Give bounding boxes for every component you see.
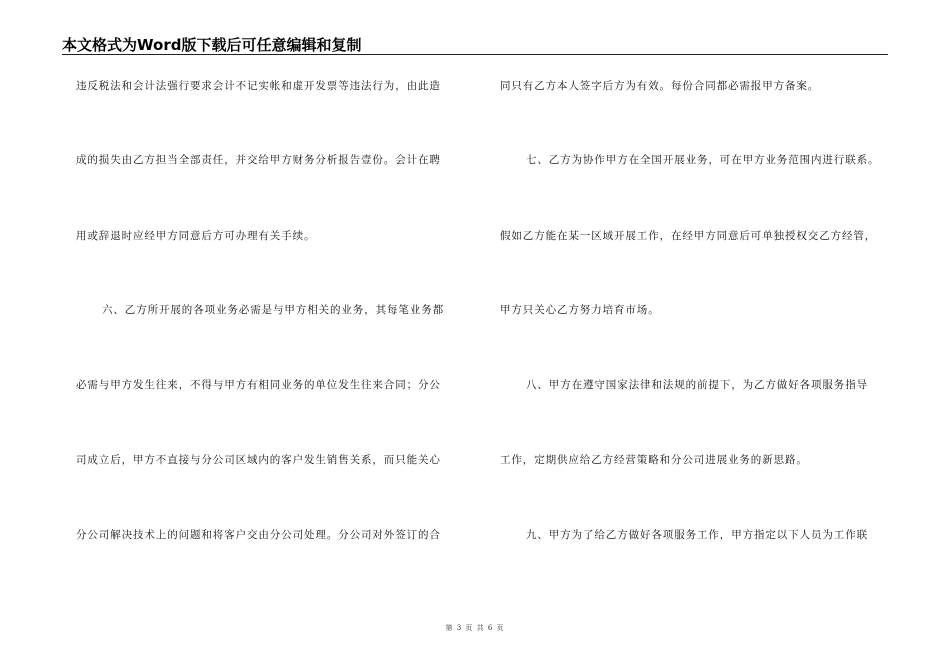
text-line: 九、甲方为了给乙方做好各项服务工作，甲方指定以下人员为工作联 xyxy=(526,529,868,541)
text-line: 甲方只关心乙方努力培育市场。 xyxy=(500,304,660,316)
text-line: 假如乙方能在某一区域开展工作，在经甲方同意后可单独授权交乙方经管， xyxy=(500,230,877,242)
text-line: 成的损失由乙方担当全部责任，并交给甲方财务分析报告壹份。会计在聘 xyxy=(76,154,441,166)
document-header-title: 本文格式为Word版下载后可任意编辑和复制 xyxy=(62,36,362,54)
text-line: 同只有乙方本人签字后方为有效。每份合同都必需报甲方备案。 xyxy=(500,80,820,92)
text-line: 用或辞退时应经甲方同意后方可办理有关手续。 xyxy=(76,230,316,242)
text-line: 七、乙方为协作甲方在全国开展业务，可在甲方业务范围内进行联系。 xyxy=(526,154,880,166)
text-line: 分公司解决技术上的问题和将客户交由分公司处理。分公司对外签订的合 xyxy=(76,529,441,541)
text-line: 必需与甲方发生往来，不得与甲方有相同业务的单位发生往来合同；分公 xyxy=(76,379,441,391)
text-line: 六、乙方所开展的各项业务必需是与甲方相关的业务，其每笔业务都 xyxy=(102,304,444,316)
text-line: 司成立后，甲方不直接与分公司区域内的客户发生销售关系，而只能关心 xyxy=(76,454,441,466)
text-line: 违反税法和会计法强行要求会计不记实帐和虚开发票等违法行为，由此造 xyxy=(76,80,441,92)
text-line: 工作，定期供应给乙方经营策略和分公司进展业务的新思路。 xyxy=(500,454,808,466)
text-line: 八、甲方在遵守国家法律和法规的前提下，为乙方做好各项服务指导 xyxy=(526,379,868,391)
header-divider xyxy=(62,54,888,55)
page-number-footer: 第 3 页 共 6 页 xyxy=(445,624,505,632)
